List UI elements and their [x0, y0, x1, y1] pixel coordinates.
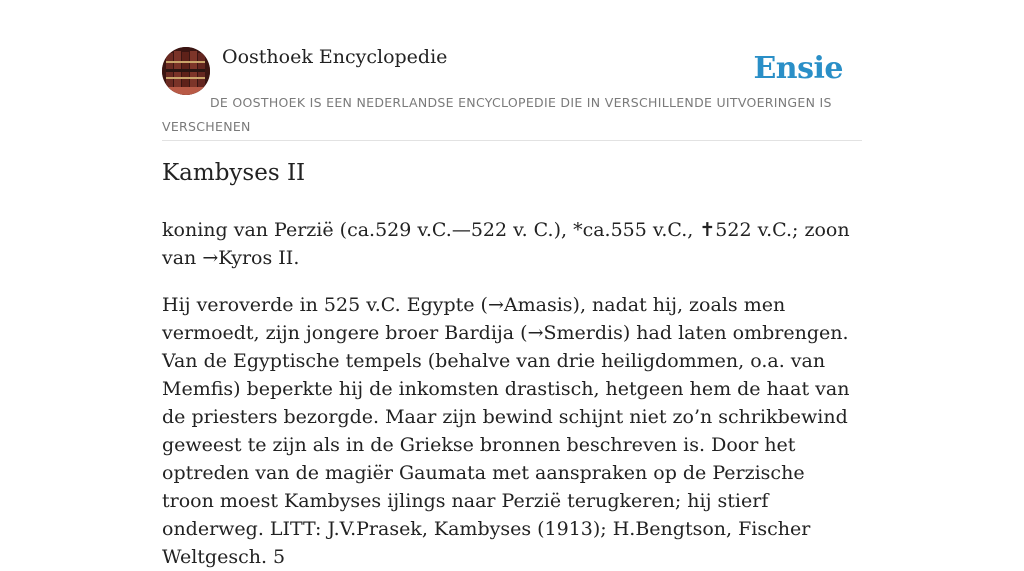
article	[162, 160, 862, 568]
site-tagline: DE OOSTHOEK IS EEN NEDERLANDSE ENCYCLOPEDIE DIE IN VERSCHILLENDE UITVOERINGEN IS VERSCHENEN	[162, 95, 832, 134]
book-spines-icon	[162, 47, 210, 95]
link-amasis[interactable]: →Amasis	[487, 294, 573, 316]
article-paragraph-1	[162, 216, 862, 272]
article-title: Kambyses II	[162, 160, 306, 186]
site-header	[162, 0, 862, 141]
link-smerdis[interactable]: →Smerdis	[527, 322, 623, 344]
link-kyros-ii[interactable]: →Kyros II	[202, 247, 294, 269]
paragraph-text: ), nadat hij, zoals men vermoedt, zijn jongere broer Bardija (	[162, 294, 786, 344]
paragraph-text: koning van Perzië (ca.529 v.C.—522 v. C.), *ca.555 v.C., ✝522 v.C.; zoon van	[162, 219, 850, 269]
encyclopedia-logo-avatar[interactable]	[162, 47, 210, 95]
ensie-brand-link[interactable]: Ensie	[753, 51, 843, 86]
page-wrapper	[162, 0, 862, 568]
article-paragraph-2	[162, 291, 862, 571]
paragraph-text: ) had laten ombrengen. Van de Egyptische tempels (behalve van drie heiligdommen, o.a. van Memfis) beperkte hij de inkomsten drastisch, hetgeen hem de haat van de priesters bezorgde. Maar zijn bewind schijnt niet zo’n schrikbewind geweest te zijn als in de Griekse bronnen beschreven is. Door het optreden van de magiër Gaumata met aanspraken op de Perzische troon moest Kambyses ijlings naar Perzië terugkeren; hij stierf onderweg. LITT: J.V.Prasek, Kambyses (1913); H.Bengtson, Fischer Weltgesch. 5	[162, 322, 850, 568]
paragraph-text: Hij veroverde in 525 v.C. Egypte (	[162, 294, 488, 316]
paragraph-text: .	[293, 247, 300, 269]
site-title-link[interactable]: Oosthoek Encyclopedie	[222, 46, 448, 68]
